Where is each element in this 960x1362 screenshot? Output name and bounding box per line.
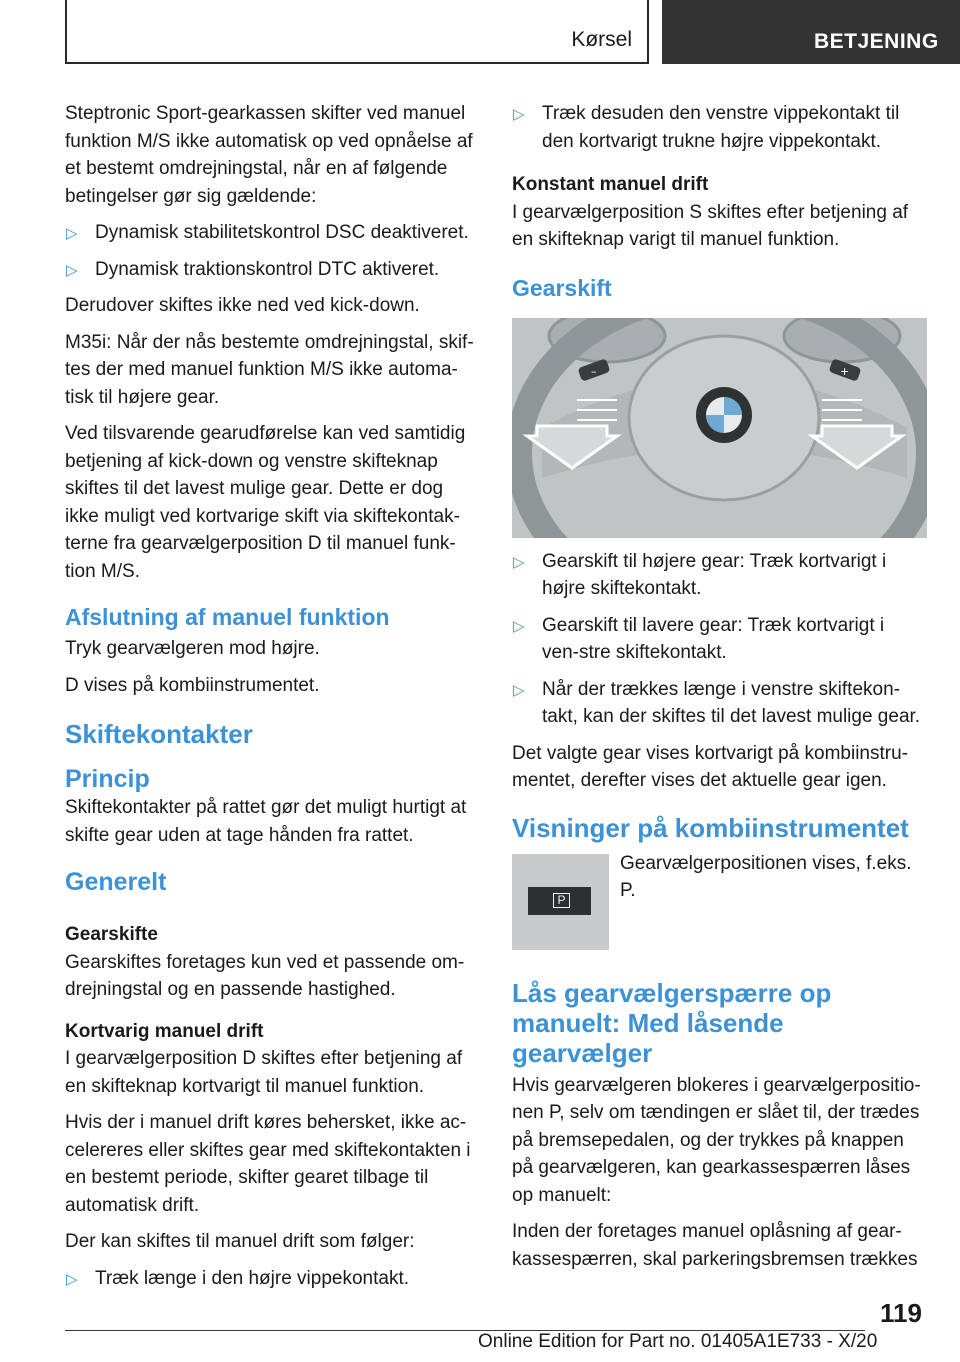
paragraph: Hvis der i manuel drift køres behersket, ikke ac-celereres eller skiftes gear med skiftekontakten i en bestemt periode, skifter gearet tilbage til automatisk drift. [65,1112,471,1216]
instrument-display-image [512,854,609,950]
subheading-kortvarig: Kortvarig manuel drift [65,1020,264,1042]
left-column [65,100,478,1301]
triangle-right-icon: ▷ [66,225,78,242]
paragraph: Steptronic Sport-gearkassen skifter ved manuel funktion M/S ikke automatisk op ved opnåelse af et bestemt omdrejningstal, når en af følgende betingelser gør sig gældende: [65,103,473,207]
triangle-right-icon: ▷ [513,106,525,123]
minus-paddle-label: – [591,364,597,378]
plus-paddle-label: + [840,364,850,378]
footer-edition: Online Edition for Part no. 01405A1E733 - X/20 [478,1331,878,1352]
paragraph: Ved tilsvarende gearudførelse kan ved samtidig betjening af kick-down og venstre skifteknap skiftes til det lavest mulige gear. Dette er dog ikke muligt ved kortvarige skift via skiftekontak-terne fra gearvælgerposition D til manuel funk-tion M/S. [65,423,466,582]
paragraph: Der kan skiftes til manuel drift som følger: [65,1231,415,1252]
bullet-text: Når der trækkes længe i venstre skiftekon-takt, kan der skiftes til det lavest mulige gear. [542,678,921,727]
bullet-item [512,612,925,667]
paragraph: Tryk gearvælgeren mod højre. [65,638,320,659]
heading-skiftekontakter: Skiftekontakter [65,719,253,749]
page-number: 119 [880,1298,922,1328]
paragraph: Gearskiftes foretages kun ved et passende om-drejningstal og en passende hastighed. [65,951,465,1000]
paragraph: I gearvælgerposition D skiftes efter betjening af en skifteknap kortvarigt til manuel funktion. [65,1048,463,1097]
paragraph: I gearvælgerposition S skiftes efter betjening af en skifteknap varigt til manuel funktion. [512,201,909,250]
heading-generelt: Generelt [65,868,167,896]
right-column [512,100,925,1282]
steering-wheel-illustration [512,318,927,538]
bullet-text: Gearskift til lavere gear: Træk kortvarigt i ven-stre skiftekontakt. [542,614,885,663]
bullet-item [512,548,925,603]
triangle-right-icon: ▷ [66,261,78,279]
bullet-item [65,219,478,247]
paragraph: Hvis gearvælgeren blokeres i gearvælgerpositio-nen P, selv om tændingen er slået til, der trædes på bremsepedalen, og der trykkes på knappen på gearvælgeren, kan gearkassespærren låses op manuelt: [512,1074,921,1206]
header-section-box [65,0,649,64]
display-example-row [512,850,925,950]
heading-afslutning: Afslutning af manuel funktion [65,604,390,630]
header-chapter-title: BETJENING [814,30,939,53]
gear-indicator-icon: P [553,893,570,908]
bullet-item [512,676,925,731]
paragraph: Skiftekontakter på rattet gør det muligt hurtigt at skifte gear uden at tage hånden fra rattet. [65,797,467,846]
triangle-right-icon: ▷ [513,617,525,635]
paragraph: Gearvælgerpositionen vises, f.eks. P. [620,852,912,901]
paragraph: M35i: Når der nås bestemte omdrejningstal, skif-tes der med manuel funktion M/S ikke automa-tisk til højere gear. [65,331,474,408]
steering-wheel-image [512,318,927,538]
bullet-text: Træk længe i den højre vippekontakt. [95,1267,410,1289]
subheading-konstant: Konstant manuel drift [512,174,709,195]
bullet-text: Gearskift til højere gear: Træk kortvarigt i højre skiftekontakt. [542,550,887,599]
triangle-right-icon: ▷ [513,553,525,571]
subheading-gearskifte: Gearskifte [65,924,158,945]
header-section-title: Kørsel [571,28,632,51]
heading-gearskift: Gearskift [512,274,612,301]
triangle-right-icon: ▷ [513,681,525,699]
paragraph: Derudover skiftes ikke ned ved kick-down. [65,295,420,316]
bullet-text: Dynamisk traktionskontrol DTC aktiveret. [95,258,440,280]
heading-visninger: Visninger på kombiinstrumentet [512,812,909,843]
triangle-right-icon: ▷ [66,1270,78,1288]
heading-laas-gearvaelger: Lås gearvælgerspærre op manuelt: Med låsende gearvælger [512,977,832,1068]
paragraph: Det valgte gear vises kortvarigt på kombiinstru-mentet, derefter vises det aktuelle gear igen. [512,742,908,791]
bullet-text: Træk desuden den venstre vippekontakt til den kortvarigt trukne højre vippekontakt. [542,103,900,152]
bullet-item [512,100,925,155]
paragraph: D vises på kombiinstrumentet. [65,674,320,696]
header-chapter-tab [662,0,960,64]
bullet-text: Dynamisk stabilitetskontrol DSC deaktiveret. [95,222,469,243]
display-screen [528,887,591,915]
bullet-item [65,256,478,284]
bullet-item [65,1265,478,1293]
paragraph: Inden der foretages manuel oplåsning af gear-kassespærren, skal parkeringsbremsen trækkes [512,1221,918,1270]
heading-princip: Princip [65,765,150,793]
